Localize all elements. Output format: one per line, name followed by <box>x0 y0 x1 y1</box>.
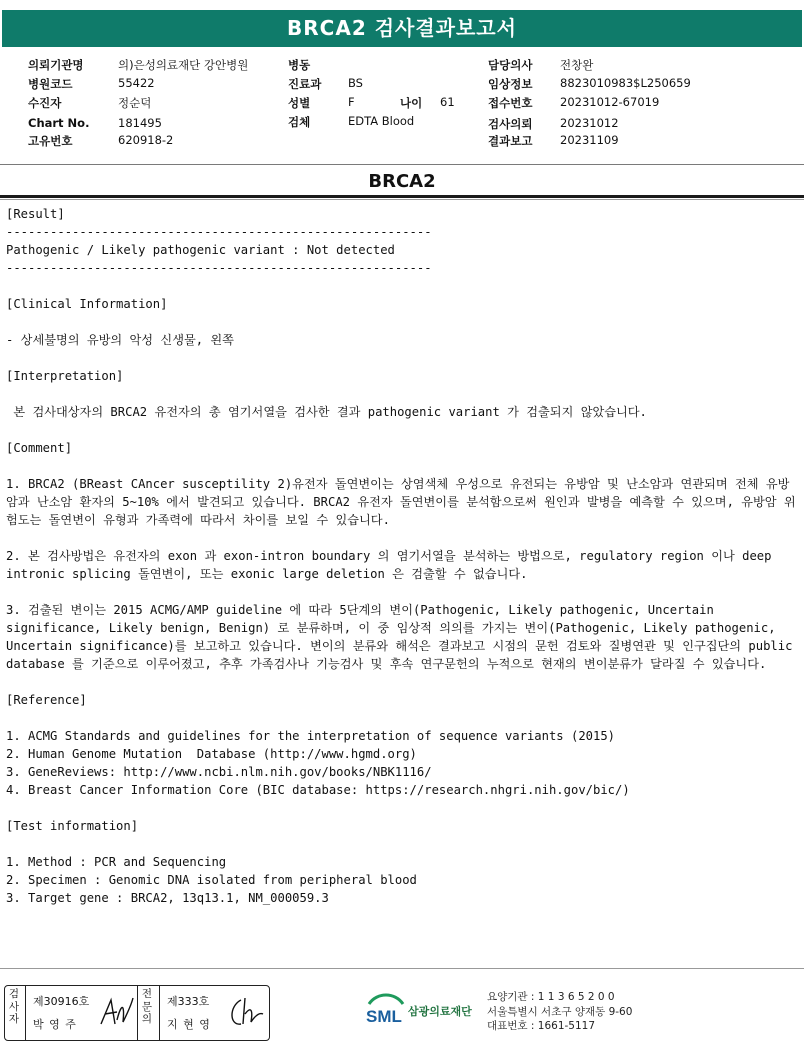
interpretation-heading: [Interpretation] <box>6 369 124 383</box>
address: 서울특별시 서초구 양재동 9-60 <box>487 1005 633 1018</box>
footer-divider <box>0 968 804 969</box>
ward-label: 병동 <box>288 58 311 72</box>
age-label: 나이 <box>400 96 423 110</box>
clinical-value: 8823010983$L250659 <box>560 76 691 90</box>
report-header <box>0 0 804 50</box>
request-value: 20231012 <box>560 116 619 130</box>
comment-item: 2. 본 검사방법은 유전자의 exon 과 exon-intron boundary 의 염기서열을 분석하는 방법으로, regulatory region 이나 deep intronic splicing 돌연변이, 또는 exonic large deletion 은 검출할 수 없습니다. <box>6 549 779 581</box>
comment-item: 3. 검출된 변이는 2015 ACMG/AMP guideline 에 따라 5단계의 변이(Pathogenic, Likely pathogenic, Uncertain significance, Likely benign, Benign) 로 분류하며, 이 중 임상적 의의를 가지는 변이(Pathogenic, Likely pathogenic, Uncertain significance)를 보고하고 있습니다. 변이의 분류와 해석은 결과보고 시점의 문헌 검토와 질병연관 및 인구집단의 public database 를 기준으로 이루어졌고, 추후 가족검사나 기능검사 및 후속 연구문헌의 누적으로 현재의 변이분류가 달라질 수 있습니다. <box>6 603 800 671</box>
result-heading: [Result] <box>6 207 65 221</box>
test-info-item: 3. Target gene : BRCA2, 13q13.1, NM_000059.3 <box>6 891 329 905</box>
reference-item: 4. Breast Cancer Information Core (BIC database: https://research.nhgri.nih.gov/bic/) <box>6 783 630 797</box>
report-value: 20231109 <box>560 133 619 147</box>
interpretation-text: 본 검사대상자의 BRCA2 유전자의 총 염기서열을 검사한 결과 pathogenic variant 가 검출되지 않았습니다. <box>6 405 647 419</box>
reference-item: 3. GeneReviews: http://www.ncbi.nlm.nih.gov/books/NBK1116/ <box>6 765 432 779</box>
examiner-signature <box>97 994 137 1032</box>
divider <box>0 164 804 165</box>
institution-value: 의)은성의료재단 강안병원 <box>118 58 249 72</box>
receipt-value: 20231012-67019 <box>560 95 660 109</box>
test-info-item: 2. Specimen : Genomic DNA isolated from peripheral blood <box>6 873 417 887</box>
dept-label: 진료과 <box>288 77 322 91</box>
divider-text: ---------------------------------------------------------- <box>6 261 432 275</box>
comment-item: 1. BRCA2 (BReast CAncer susceptility 2)유전자 돌연변이는 상염색체 우성으로 유전되는 유방암 및 난소암과 연관되며 전체 유방암과 난소암 환자의 5~10% 에서 발견되고 있습니다. BRCA2 유전자 돌연변이를 분석함으로써 원인과 발병을 예측할 수 있으며, 유방암 위험도는 돌연변이 유형과 가족력에 따라서 차이를 보일 수 있습니다. <box>6 477 796 527</box>
doctor-value: 전창완 <box>560 58 594 72</box>
institution-label: 의뢰기관명 <box>28 58 84 72</box>
examiner-license: 제30916호 <box>33 995 90 1008</box>
reference-item: 1. ACMG Standards and guidelines for the interpretation of sequence variants (2015) <box>6 729 616 743</box>
result-text: Pathogenic / Likely pathogenic variant : Not detected <box>6 243 395 257</box>
report-title: BRCA2 검사결과보고서 <box>2 10 802 47</box>
report-label: 결과보고 <box>488 134 533 148</box>
chart-value: 181495 <box>118 116 162 130</box>
patient-name: 정순덕 <box>118 96 152 110</box>
specimen-value: EDTA Blood <box>348 114 415 128</box>
specimen-label: 검체 <box>288 115 311 129</box>
divider <box>0 199 804 200</box>
test-info-item: 1. Method : PCR and Sequencing <box>6 855 227 869</box>
phone: 대표번호 : 1661-5117 <box>487 1020 596 1032</box>
sml-logo-icon <box>365 992 407 1028</box>
hospital-code-label: 병원코드 <box>28 77 73 91</box>
specialist-name: 지 현 영 <box>167 1018 211 1031</box>
doctor-label: 담당의사 <box>488 58 533 72</box>
divider-text: ---------------------------------------------------------- <box>6 225 432 239</box>
patient-label: 수진자 <box>28 96 62 110</box>
clinical-heading: [Clinical Information] <box>6 297 168 311</box>
specialist-label: 전 문 의 <box>141 988 153 1025</box>
hospital-code-value: 55422 <box>118 76 155 90</box>
reference-item: 2. Human Genome Mutation Database (http://www.hgmd.org) <box>6 747 417 761</box>
specialist-license: 제333호 <box>167 995 210 1008</box>
dept-value: BS <box>348 76 363 90</box>
care-number: 요양기관 : 1 1 3 6 5 2 0 0 <box>487 991 615 1003</box>
comment-heading: [Comment] <box>6 441 73 455</box>
signature-box <box>4 985 270 1041</box>
sex-label: 성별 <box>288 96 311 110</box>
report-body <box>6 205 801 907</box>
logo-name: 삼광의료재단 <box>408 1005 472 1018</box>
receipt-label: 접수번호 <box>488 96 533 110</box>
sex-value: F <box>348 95 355 109</box>
patient-info <box>0 55 804 165</box>
logo-mark: SML <box>366 1007 402 1026</box>
reference-heading: [Reference] <box>6 693 87 707</box>
lab-contact <box>487 990 632 1034</box>
examiner-name: 박 영 주 <box>33 1018 77 1031</box>
section-title: BRCA2 <box>368 171 436 192</box>
specialist-signature <box>227 992 265 1032</box>
unique-value: 620918-2 <box>118 133 174 147</box>
clinical-text: - 상세불명의 유방의 악성 신생물, 왼쪽 <box>6 333 234 347</box>
clinical-label: 임상정보 <box>488 77 533 91</box>
chart-label: Chart No. <box>28 116 90 130</box>
examiner-label: 검 사 자 <box>8 988 20 1025</box>
test-info-heading: [Test information] <box>6 819 139 833</box>
unique-label: 고유번호 <box>28 134 73 148</box>
divider <box>0 195 804 198</box>
age-value: 61 <box>440 95 455 109</box>
request-label: 검사의뢰 <box>488 117 533 131</box>
